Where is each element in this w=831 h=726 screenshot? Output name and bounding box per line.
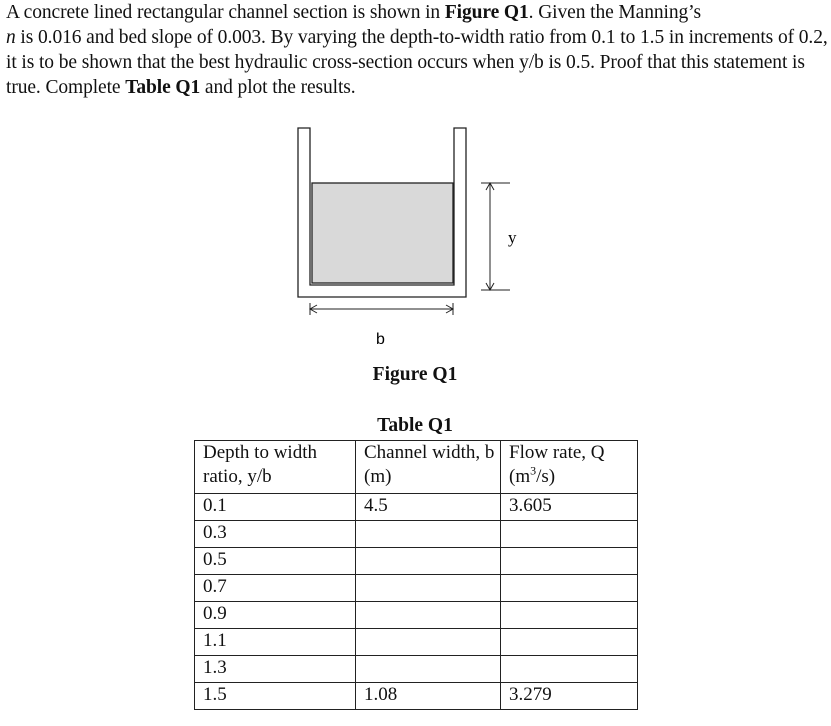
cell-ratio: 0.9 bbox=[195, 602, 356, 629]
cell-width bbox=[356, 656, 501, 683]
problem-text-3: is 0.016 and bed slope of 0.003. By varying the depth-to-width ratio from 0.1 to 1.5 in increments of 0.2, it is to be shown that the best hydraulic cross-section occurs when y/b is 0.5. Proof that this statement is true. Complete bbox=[6, 27, 828, 98]
cell-flow bbox=[501, 521, 638, 548]
header-flow-text: Flow rate, Q (m bbox=[509, 442, 605, 487]
header-flow-unit: /s) bbox=[536, 466, 556, 487]
table-row bbox=[195, 656, 638, 683]
cell-width bbox=[356, 521, 501, 548]
header-ratio: Depth to width ratio, y/b bbox=[195, 441, 356, 494]
cell-width bbox=[356, 575, 501, 602]
cell-flow bbox=[501, 629, 638, 656]
cell-width: 1.08 bbox=[356, 683, 501, 710]
cell-flow bbox=[501, 575, 638, 602]
header-width: Channel width, b (m) bbox=[356, 441, 501, 494]
cell-ratio: 1.5 bbox=[195, 683, 356, 710]
cell-width bbox=[356, 602, 501, 629]
results-table bbox=[194, 440, 638, 710]
figure-caption: Figure Q1 bbox=[372, 364, 458, 385]
problem-text-4: and plot the results. bbox=[200, 77, 356, 98]
table-row bbox=[195, 602, 638, 629]
table-row bbox=[195, 521, 638, 548]
cell-ratio: 1.3 bbox=[195, 656, 356, 683]
cell-flow bbox=[501, 656, 638, 683]
problem-text-1: A concrete lined rectangular channel section is shown in bbox=[6, 2, 445, 23]
header-flow bbox=[501, 441, 638, 494]
cell-ratio: 0.5 bbox=[195, 548, 356, 575]
cell-flow: 3.279 bbox=[501, 683, 638, 710]
figure-reference: Figure Q1 bbox=[444, 2, 529, 23]
header-flow-exponent: 3 bbox=[530, 463, 537, 478]
table-row bbox=[195, 548, 638, 575]
cell-ratio: 0.1 bbox=[195, 494, 356, 521]
cell-ratio: 0.7 bbox=[195, 575, 356, 602]
manning-n-symbol: n bbox=[6, 27, 16, 48]
cell-width bbox=[356, 548, 501, 575]
table-reference: Table Q1 bbox=[125, 77, 201, 98]
cell-ratio: 1.1 bbox=[195, 629, 356, 656]
cell-flow bbox=[501, 548, 638, 575]
cell-flow bbox=[501, 602, 638, 629]
table-row bbox=[195, 575, 638, 602]
table-header-row bbox=[195, 441, 638, 494]
cell-flow: 3.605 bbox=[501, 494, 638, 521]
water-fill bbox=[312, 183, 453, 283]
table-caption: Table Q1 bbox=[377, 415, 453, 436]
label-b: b bbox=[376, 331, 385, 348]
table-row bbox=[195, 683, 638, 710]
problem-text-2: . Given the Manning’s bbox=[528, 2, 701, 23]
table-row bbox=[195, 629, 638, 656]
cell-ratio: 0.3 bbox=[195, 521, 356, 548]
cell-width bbox=[356, 629, 501, 656]
label-y: y bbox=[508, 228, 517, 247]
cell-width: 4.5 bbox=[356, 494, 501, 521]
table-row bbox=[195, 494, 638, 521]
